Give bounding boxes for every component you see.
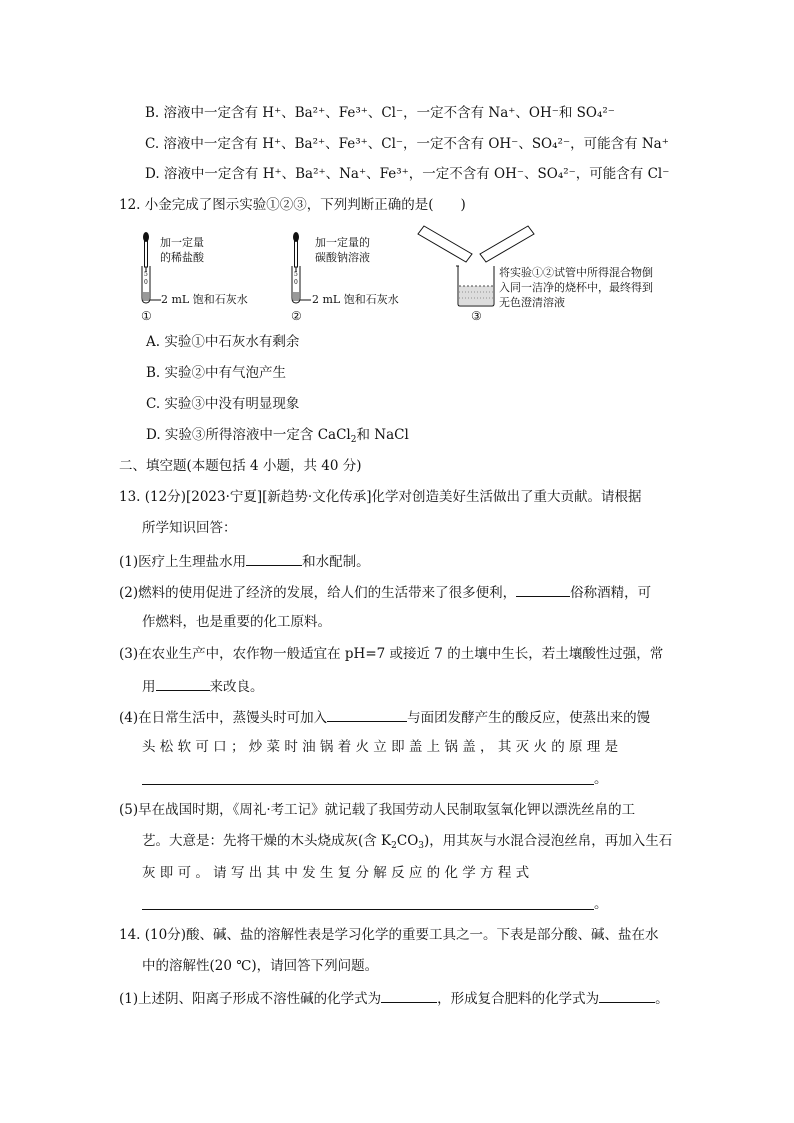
exp1-solution: 2 mL 饱和石灰水	[161, 293, 248, 306]
q12-stem: 12. 小金完成了图示实验①②③，下列判断正确的是( )	[119, 197, 466, 213]
svg-text:0: 0	[144, 279, 148, 286]
q13-part5-line3: 灰 即 可 。 请 写 出 其 中 发 生 复 分 解 反 应 的 化 学 方 程 式	[142, 865, 530, 881]
q12-option-d: D. 实验③所得溶液中一定含 CaCl$_2$和 NaCl	[146, 427, 409, 445]
section-heading: 二、填空题(本题包括 4 小题，共 40 分)	[119, 458, 362, 474]
answer-blank[interactable]	[599, 988, 655, 1003]
exp1-reagent-line1: 加一定量	[160, 236, 204, 249]
q12-option-b: B. 实验②中有气泡产生	[146, 365, 287, 381]
svg-text:5: 5	[144, 271, 148, 278]
q13-part5-line1: (5)早在战国时期，《周礼·考工记》就记载了我国劳动人民制取氢氧化钾以漂洗丝帛的工	[119, 802, 636, 818]
answer-blank[interactable]	[142, 784, 594, 785]
exp2-reagent-line2: 碳酸钠溶液	[315, 251, 370, 264]
exp2-solution: 2 mL 饱和石灰水	[312, 293, 399, 306]
q13-part4-line1: (4)在日常生活中，蒸馒头时可加入 与面团发酵产生的酸反应，使蒸出来的馒	[119, 707, 650, 727]
exp2-leader-line	[300, 299, 312, 301]
q13-part5-end: 。	[594, 896, 608, 912]
q13-stem-line2: 所学知识回答：	[142, 520, 237, 536]
exp3-note-line3: 无色澄清溶液	[499, 296, 565, 309]
pouring-tubes-icon	[418, 224, 534, 266]
q14-part1: (1)上述阴、阳离子形成不溶性碱的化学式为 ，形成复合肥料的化学式为 。	[119, 988, 669, 1008]
answer-blank[interactable]	[516, 582, 570, 597]
exp1-mark: ①	[141, 309, 152, 323]
q13-part2-line2: 作燃料，也是重要的化工原料。	[142, 614, 331, 630]
exp3-mark: ③	[471, 309, 482, 323]
q12-option-a: A. 实验①中石灰水有剩余	[146, 334, 300, 350]
answer-blank[interactable]	[246, 551, 302, 566]
exp3-note-line1: 将实验①②试管中所得混合物倒	[499, 266, 653, 279]
q11-option-c: C. 溶液中一定含有 H⁺、Ba²⁺、Fe³⁺、Cl⁻，一定不含有 OH⁻、SO₄²⁻，可能含有 Na⁺	[145, 136, 669, 152]
exp3-note-line2: 入同一洁净的烧杯中，最终得到	[499, 281, 653, 294]
q12-option-c: C. 实验③中没有明显现象	[146, 396, 300, 412]
exp1-reagent-line2: 的稀盐酸	[160, 251, 204, 264]
q13-stem-line1: 13. (12分)[2023·宁夏][新趋势·文化传承]化学对创造美好生活做出了重大贡献。请根据	[119, 489, 642, 505]
q13-part2-line1: (2)燃料的使用促进了经济的发展，给人们的生活带来了很多便利， 俗称酒精，可	[119, 582, 651, 602]
q13-part3-line1: (3)在农业生产中，农作物一般适宜在 pH=7 或接近 7 的土壤中生长，若土壤酸性过强，常	[119, 646, 664, 662]
answer-blank[interactable]	[142, 909, 594, 910]
exp2-mark: ②	[291, 309, 302, 323]
exp2-reagent-line1: 加一定量的	[315, 236, 370, 249]
answer-blank[interactable]	[156, 676, 210, 691]
q13-part5-line2: 艺。大意是：先将干燥的木头烧成灰(含 $K_2CO_3$)，用其灰与水混合浸泡丝帛，再加入生石	[142, 833, 673, 851]
svg-text:5: 5	[294, 271, 298, 278]
q13-part1: (1)医疗上生理盐水用 和水配制。	[119, 551, 370, 571]
answer-blank[interactable]	[327, 707, 407, 722]
q13-part3-line2: 用 来改良。	[142, 676, 264, 696]
q14-stem-line2: 中的溶解性(20 ℃)，请回答下列问题。	[142, 958, 379, 974]
q14-stem-line1: 14. (10分)酸、碱、盐的溶解性表是学习化学的重要工具之一。下表是部分酸、碱、盐在水	[119, 927, 659, 943]
answer-blank[interactable]	[381, 988, 437, 1003]
q13-part4-line2: 头 松 软 可 口 ； 炒 菜 时 油 锅 着 火 立 即 盖 上 锅 盖 ， 其 灭 火 的 原 理 是	[142, 739, 619, 755]
beaker-icon	[456, 264, 496, 308]
q11-option-d: D. 溶液中一定含有 H⁺、Ba²⁺、Na⁺、Fe³⁺，一定不含有 OH⁻、SO₄²⁻，可能含有 Cl⁻	[145, 166, 670, 182]
q11-option-b: B. 溶液中一定含有 H⁺、Ba²⁺、Fe³⁺、Cl⁻，一定不含有 Na⁺、OH⁻和 SO₄²⁻	[145, 105, 615, 121]
q13-part4-end: 。	[594, 771, 608, 787]
svg-text:0: 0	[294, 279, 298, 286]
